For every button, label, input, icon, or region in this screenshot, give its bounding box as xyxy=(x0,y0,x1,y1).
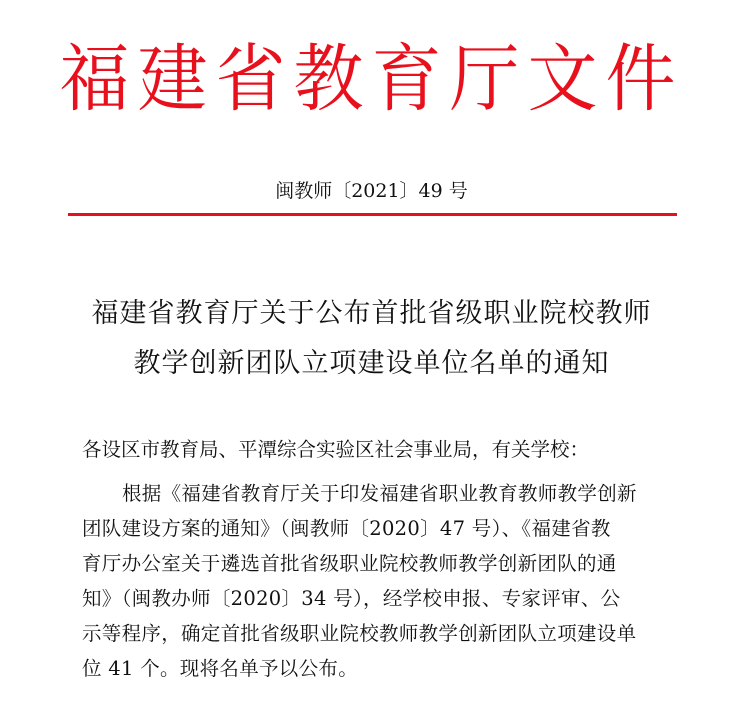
notice-title-line-2: 教学创新团队立项建设单位名单的通知 xyxy=(133,348,610,379)
document-number: 闽教师〔2021〕49 号 xyxy=(275,180,468,202)
paragraph-line-3: 育厅办公室关于遴选首批省级职业院校教师教学创新团队的通 xyxy=(82,552,617,575)
document-header-title: 福建省教育厅文件 xyxy=(59,35,684,123)
notice-title-line-1: 福建省教育厅关于公布首批省级职业院校教师 xyxy=(91,298,652,329)
paragraph-line-2: 团队建设方案的通知》（闽教师〔2020〕47 号）、《福建省教 xyxy=(82,517,611,540)
addressee-line: 各设区市教育局、平潭综合实验区社会事业局，有关学校： xyxy=(82,438,590,461)
paragraph-line-5: 示等程序，确定首批省级职业院校教师教学创新团队立项建设单 xyxy=(82,622,637,645)
paragraph-line-6: 位 41 个。现将名单予以公布。 xyxy=(82,657,359,680)
red-divider-rule xyxy=(68,213,677,216)
paragraph-line-4: 知》（闽教办师〔2020〕34 号），经学校申报、专家评审、公 xyxy=(82,587,621,610)
paragraph-line-1: 根据《福建省教育厅关于印发福建省职业教育教师教学创新 xyxy=(122,482,637,505)
